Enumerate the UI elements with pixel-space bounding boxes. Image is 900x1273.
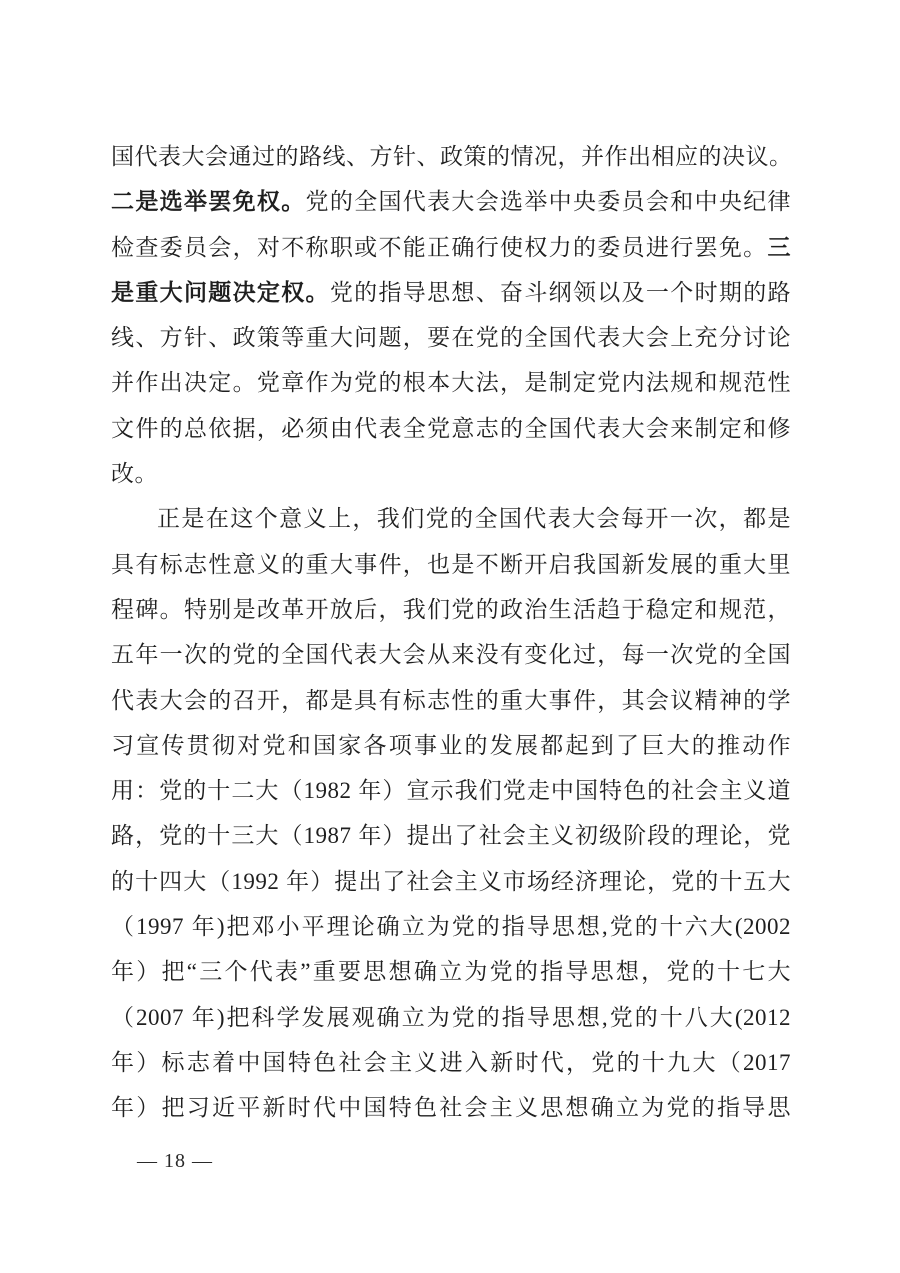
text-line	[111, 179, 791, 224]
text-run: （1997 年)把邓小平理论确立为党的指导思想,党的十六大(2002	[111, 914, 791, 940]
text-line	[111, 225, 791, 270]
text-run: 党的指导思想、奋斗纲领以及一个时期的路	[329, 279, 792, 305]
paragraph	[111, 134, 791, 496]
text-line	[111, 360, 791, 405]
text-line	[111, 904, 791, 949]
text-line	[111, 496, 791, 541]
text-line	[111, 949, 791, 994]
text-line	[111, 1040, 791, 1085]
text-run: 路，党的十三大（1987 年）提出了社会主义初级阶段的理论，党	[111, 823, 791, 849]
text-line	[111, 859, 791, 904]
text-line	[111, 632, 791, 677]
text-line	[111, 542, 791, 587]
bold-text-run: 是重大问题决定权。	[111, 279, 330, 305]
text-run: 改。	[111, 461, 158, 487]
text-run: 年）标志着中国特色社会主义进入新时代，党的十九大（2017	[111, 1049, 791, 1075]
text-line	[111, 587, 791, 632]
text-line	[111, 270, 791, 315]
text-run: 检查委员会，对不称职或不能正确行使权力的委员进行罢免。	[111, 234, 768, 260]
text-run: 的十四大（1992 年）提出了社会主义市场经济理论，党的十五大	[111, 868, 791, 894]
text-line	[111, 406, 791, 451]
text-run: 年）把“三个代表”重要思想确立为党的指导思想，党的十七大	[111, 959, 791, 985]
text-run: 国代表大会通过的路线、方针、政策的情况，并作出相应的决议。	[111, 144, 793, 169]
text-run: 具有标志性意义的重大事件，也是不断开启我国新发展的重大里	[111, 551, 791, 577]
text-line	[111, 995, 791, 1040]
page-number: — 18 —	[137, 1150, 213, 1172]
text-run: 文件的总依据，必须由代表全党意志的全国代表大会来制定和修	[111, 415, 791, 441]
text-line	[111, 315, 791, 360]
bold-text-run: 三	[767, 234, 791, 260]
text-line	[111, 1085, 791, 1130]
text-run: 年）把习近平新时代中国特色社会主义思想确立为党的指导思	[111, 1095, 791, 1121]
text-line	[111, 678, 791, 723]
text-run: 代表大会的召开，都是具有标志性的重大事件，其会议精神的学	[111, 687, 791, 713]
text-run: （2007 年)把科学发展观确立为党的指导思想,党的十八大(2012	[111, 1004, 791, 1030]
text-run: 正是在这个意义上，我们党的全国代表大会每开一次，都是	[157, 506, 791, 532]
text-run: 党的全国代表大会选举中央委员会和中央纪律	[305, 189, 792, 215]
text-run: 习宣传贯彻对党和国家各项事业的发展都起到了巨大的推动作	[111, 732, 791, 758]
text-line	[111, 451, 791, 496]
text-run: 程碑。特别是改革开放后，我们党的政治生活趋于稳定和规范，	[111, 596, 791, 622]
text-run: 并作出决定。党章作为党的根本大法，是制定党内法规和规范性	[111, 370, 791, 396]
text-line	[111, 813, 791, 858]
text-run: 线、方针、政策等重大问题，要在党的全国代表大会上充分讨论	[111, 325, 791, 351]
text-line	[111, 723, 791, 768]
body-text	[111, 134, 791, 1131]
text-line	[111, 768, 791, 813]
text-run: 五年一次的党的全国代表大会从来没有变化过，每一次党的全国	[111, 642, 791, 668]
text-line	[111, 134, 791, 179]
text-run: 用：党的十二大（1982 年）宣示我们党走中国特色的社会主义道	[111, 778, 791, 804]
paragraph	[111, 496, 791, 1130]
bold-text-run: 二是选举罢免权。	[111, 189, 306, 215]
